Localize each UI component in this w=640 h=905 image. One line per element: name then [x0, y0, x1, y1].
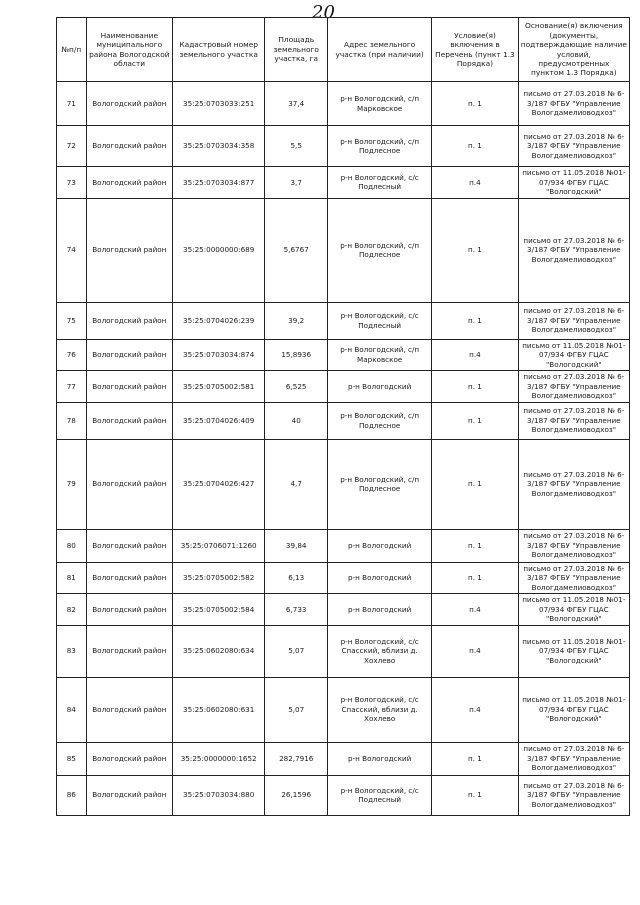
cell-condition: п.4: [432, 677, 518, 742]
cell-condition: п. 1: [432, 529, 518, 562]
cell-condition: п. 1: [432, 775, 518, 815]
header-cadastral: Кадастровый номер земельного участка: [173, 18, 265, 82]
cell-condition: п.4: [432, 339, 518, 371]
cell-cadastral: 35:25:0703033:251: [173, 82, 265, 126]
cell-basis: письмо от 27.03.2018 № 6-3/187 ФГБУ "Управление Вологдамелиоводхоз": [518, 742, 629, 775]
cell-address: р-н Вологодский: [328, 594, 432, 626]
cell-address: р-н Вологодский, с/п Подлесное: [328, 126, 432, 167]
table-row: [57, 371, 630, 403]
cell-condition: п. 1: [432, 371, 518, 403]
cell-num: 74: [57, 198, 87, 302]
table-row: [57, 742, 630, 775]
table-header-row: [57, 18, 630, 82]
cell-condition: п.4: [432, 167, 518, 199]
cell-basis: письмо от 11.05.2018 №01-07/934 ФГБУ ГЦАС "Вологодский": [518, 594, 629, 626]
cell-cadastral: 35:25:0705002:584: [173, 594, 265, 626]
cell-basis: письмо от 27.03.2018 № 6-3/187 ФГБУ "Управление Вологдамелиоводхоз": [518, 439, 629, 529]
table-row: [57, 82, 630, 126]
cell-cadastral: 35:25:0704026:427: [173, 439, 265, 529]
cell-num: 86: [57, 775, 87, 815]
cell-num: 81: [57, 562, 87, 594]
cell-area: 4,7: [265, 439, 328, 529]
cell-condition: п. 1: [432, 302, 518, 339]
cell-cadastral: 35:25:0703034:877: [173, 167, 265, 199]
header-condition: Условие(я) включения в Перечень (пункт 1.3 Порядка): [432, 18, 518, 82]
table-row: [57, 402, 630, 439]
table-row: [57, 339, 630, 371]
cell-cadastral: 35:25:0706071:1260: [173, 529, 265, 562]
cell-address: р-н Вологодский: [328, 371, 432, 403]
page-number: 20: [312, 2, 335, 23]
cell-district: Вологодский район: [86, 198, 172, 302]
header-district: Наименование муниципального района Вологодской области: [86, 18, 172, 82]
cell-cadastral: 35:25:0703034:358: [173, 126, 265, 167]
cell-address: р-н Вологодский, с/п Марковское: [328, 339, 432, 371]
cell-area: 6,525: [265, 371, 328, 403]
cell-basis: письмо от 27.03.2018 № 6-3/187 ФГБУ "Управление Вологдамелиоводхоз": [518, 198, 629, 302]
cell-district: Вологодский район: [86, 775, 172, 815]
cell-basis: письмо от 27.03.2018 № 6-3/187 ФГБУ "Управление Вологдамелиоводхоз": [518, 302, 629, 339]
cell-address: р-н Вологодский: [328, 529, 432, 562]
table-row: [57, 439, 630, 529]
cell-condition: п. 1: [432, 439, 518, 529]
cell-district: Вологодский район: [86, 625, 172, 677]
cell-area: 40: [265, 402, 328, 439]
cell-address: р-н Вологодский: [328, 742, 432, 775]
cell-district: Вологодский район: [86, 677, 172, 742]
cell-area: 37,4: [265, 82, 328, 126]
header-address: Адрес земельного участка (при наличии): [328, 18, 432, 82]
header-num: №п/п: [57, 18, 87, 82]
table-row: [57, 167, 630, 199]
cell-address: р-н Вологодский, с/с Спасский, вблизи д. Хохлево: [328, 677, 432, 742]
cell-address: р-н Вологодский, с/п Подлесное: [328, 198, 432, 302]
cell-cadastral: 35:25:0704026:409: [173, 402, 265, 439]
cell-basis: письмо от 11.05.2018 №01-07/934 ФГБУ ГЦАС "Вологодский": [518, 339, 629, 371]
cell-address: р-н Вологодский, с/п Подлесное: [328, 402, 432, 439]
cell-num: 73: [57, 167, 87, 199]
cell-num: 80: [57, 529, 87, 562]
cell-basis: письмо от 27.03.2018 № 6-3/187 ФГБУ "Управление Вологдамелиоводхоз": [518, 775, 629, 815]
cell-num: 77: [57, 371, 87, 403]
cell-basis: письмо от 27.03.2018 № 6-3/187 ФГБУ "Управление Вологдамелиоводхоз": [518, 371, 629, 403]
header-basis: Основание(я) включения (документы, подтверждающие наличие условий, предусмотренных пунктом 1.3 Порядка): [518, 18, 629, 82]
cell-basis: письмо от 27.03.2018 № 6-3/187 ФГБУ "Управление Вологдамелиоводхоз": [518, 402, 629, 439]
cell-num: 83: [57, 625, 87, 677]
cell-area: 6,13: [265, 562, 328, 594]
cell-district: Вологодский район: [86, 339, 172, 371]
cell-area: 5,07: [265, 625, 328, 677]
table-body: [57, 82, 630, 816]
cell-area: 6,733: [265, 594, 328, 626]
cell-cadastral: 35:25:0705002:582: [173, 562, 265, 594]
cell-district: Вологодский район: [86, 82, 172, 126]
cell-area: 39,84: [265, 529, 328, 562]
cell-basis: письмо от 27.03.2018 № 6-3/187 ФГБУ "Управление Вологдамелиоводхоз": [518, 529, 629, 562]
table-row: [57, 594, 630, 626]
cell-district: Вологодский район: [86, 594, 172, 626]
cell-area: 3,7: [265, 167, 328, 199]
cell-district: Вологодский район: [86, 742, 172, 775]
table-row: [57, 625, 630, 677]
cell-address: р-н Вологодский, с/с Подлесный: [328, 302, 432, 339]
cell-num: 72: [57, 126, 87, 167]
cell-condition: п. 1: [432, 742, 518, 775]
cell-num: 78: [57, 402, 87, 439]
cell-district: Вологодский район: [86, 302, 172, 339]
cell-num: 82: [57, 594, 87, 626]
cell-district: Вологодский район: [86, 167, 172, 199]
cell-cadastral: 35:25:0704026:239: [173, 302, 265, 339]
cell-district: Вологодский район: [86, 126, 172, 167]
cell-cadastral: 35:25:0000000:1652: [173, 742, 265, 775]
cell-cadastral: 35:25:0000000:689: [173, 198, 265, 302]
cell-num: 75: [57, 302, 87, 339]
cell-basis: письмо от 11.05.2018 №01-07/934 ФГБУ ГЦАС "Вологодский": [518, 625, 629, 677]
cell-condition: п.4: [432, 625, 518, 677]
cell-cadastral: 35:25:0703034:880: [173, 775, 265, 815]
cell-address: р-н Вологодский, с/п Марковское: [328, 82, 432, 126]
cell-cadastral: 35:25:0602080:634: [173, 625, 265, 677]
cell-condition: п. 1: [432, 82, 518, 126]
table-row: [57, 775, 630, 815]
cell-area: 26,1596: [265, 775, 328, 815]
cell-cadastral: 35:25:0602080:631: [173, 677, 265, 742]
cell-condition: п. 1: [432, 562, 518, 594]
cell-area: 5,6767: [265, 198, 328, 302]
cell-basis: письмо от 11.05.2018 №01-07/934 ФГБУ ГЦАС "Вологодский": [518, 677, 629, 742]
table-row: [57, 529, 630, 562]
table-row: [57, 126, 630, 167]
cell-address: р-н Вологодский, с/п Подлесное: [328, 439, 432, 529]
cell-area: 5,5: [265, 126, 328, 167]
cell-condition: п.4: [432, 594, 518, 626]
header-area: Площадь земельного участка, га: [265, 18, 328, 82]
cell-basis: письмо от 27.03.2018 № 6-3/187 ФГБУ "Управление Вологдамелиоводхоз": [518, 126, 629, 167]
cell-address: р-н Вологодский: [328, 562, 432, 594]
cell-num: 79: [57, 439, 87, 529]
cell-area: 282,7916: [265, 742, 328, 775]
cell-district: Вологодский район: [86, 439, 172, 529]
cell-district: Вологодский район: [86, 562, 172, 594]
cell-condition: п. 1: [432, 402, 518, 439]
cell-address: р-н Вологодский, с/с Подлесный: [328, 775, 432, 815]
cell-basis: письмо от 27.03.2018 № 6-3/187 ФГБУ "Управление Вологдамелиоводхоз": [518, 82, 629, 126]
land-plots-table: [56, 17, 630, 816]
cell-condition: п. 1: [432, 198, 518, 302]
cell-basis: письмо от 11.05.2018 №01-07/934 ФГБУ ГЦАС "Вологодский": [518, 167, 629, 199]
table-row: [57, 198, 630, 302]
cell-address: р-н Вологодский, с/с Подлесный: [328, 167, 432, 199]
table-row: [57, 302, 630, 339]
cell-area: 5,07: [265, 677, 328, 742]
cell-num: 76: [57, 339, 87, 371]
cell-num: 71: [57, 82, 87, 126]
cell-district: Вологодский район: [86, 371, 172, 403]
cell-area: 15,8936: [265, 339, 328, 371]
cell-num: 85: [57, 742, 87, 775]
cell-cadastral: 35:25:0705002:581: [173, 371, 265, 403]
table-row: [57, 562, 630, 594]
cell-cadastral: 35:25:0703034:874: [173, 339, 265, 371]
cell-num: 84: [57, 677, 87, 742]
cell-address: р-н Вологодский, с/с Спасский, вблизи д. Хохлево: [328, 625, 432, 677]
table-row: [57, 677, 630, 742]
cell-district: Вологодский район: [86, 529, 172, 562]
cell-condition: п. 1: [432, 126, 518, 167]
cell-area: 39,2: [265, 302, 328, 339]
cell-basis: письмо от 27.03.2018 № 6-3/187 ФГБУ "Управление Вологдамелиоводхоз": [518, 562, 629, 594]
cell-district: Вологодский район: [86, 402, 172, 439]
